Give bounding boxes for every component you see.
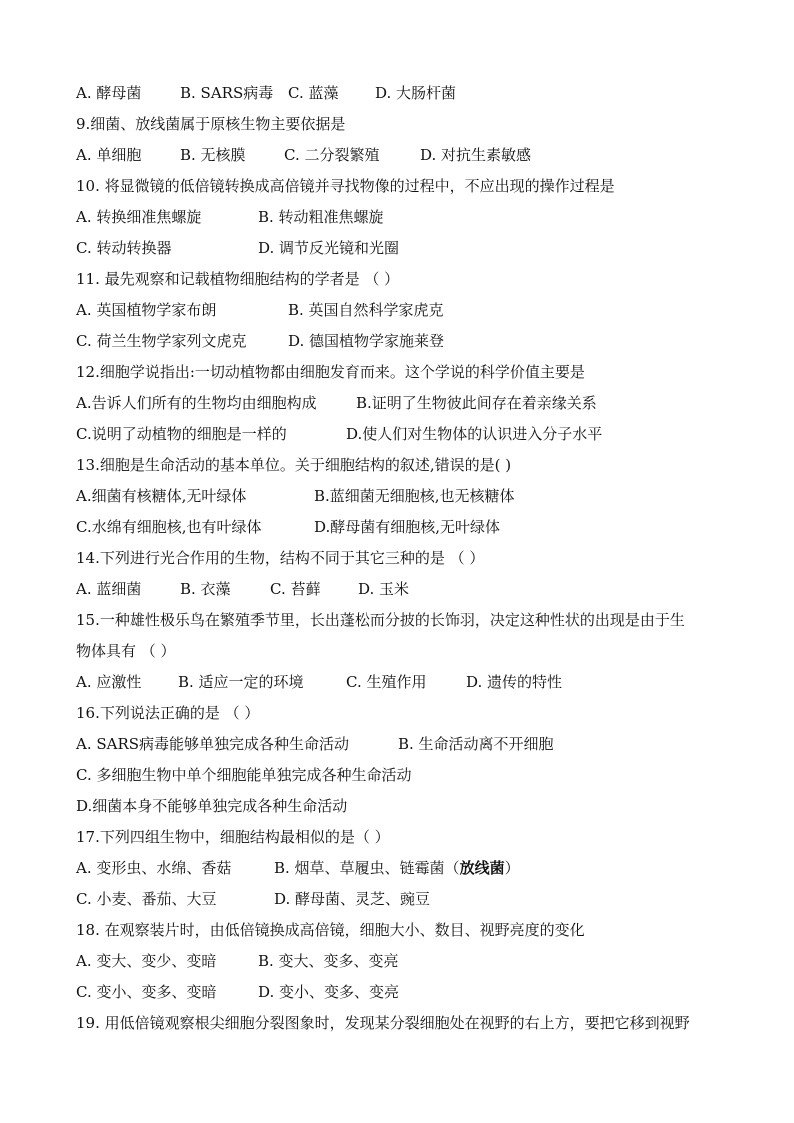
answer-option — [76, 481, 314, 512]
options-line — [76, 667, 756, 698]
answer-option — [398, 729, 554, 760]
answer-option — [356, 388, 597, 419]
answer-option-text: C. 苔藓 — [270, 580, 321, 598]
answer-option-text: D. 遗传的特性 — [466, 673, 563, 691]
answer-option-text: D. 对抗生素敏感 — [420, 146, 532, 164]
answer-option — [270, 574, 358, 605]
answer-option — [180, 78, 288, 109]
answer-option — [258, 233, 399, 264]
answer-option — [76, 667, 178, 698]
answer-option-text: C. 二分裂繁殖 — [284, 146, 380, 164]
answer-option-text: C.说明了动植物的细胞是一样的 — [76, 425, 287, 443]
options-line — [76, 326, 756, 357]
answer-option-text: C. 蓝藻 — [288, 84, 339, 102]
answer-option — [76, 853, 274, 884]
answer-option — [180, 574, 270, 605]
answer-option-text: B. 衣藻 — [180, 580, 231, 598]
answer-option-text: A. SARS病毒能够单独完成各种生命活动 — [76, 735, 350, 753]
answer-option — [288, 78, 375, 109]
answer-option-text: C.水绵有细胞核,也有叶绿体 — [76, 518, 262, 536]
answer-option-text: A. 变形虫、水绵、香菇 — [76, 859, 232, 877]
answer-option — [76, 202, 258, 233]
answer-option — [358, 574, 409, 605]
answer-option-text: B. 生命活动离不开细胞 — [398, 735, 554, 753]
answer-option — [258, 977, 399, 1008]
answer-option-text: C. 荷兰生物学家列文虎克 — [76, 332, 247, 350]
answer-option — [375, 78, 456, 109]
answer-option-text: D.使人们对生物体的认识进入分子水平 — [346, 425, 603, 443]
answer-option — [314, 512, 500, 543]
answer-option — [76, 295, 288, 326]
answer-option-text: C. 小麦、番茄、大豆 — [76, 890, 217, 908]
answer-option-text: C. 转动转换器 — [76, 239, 172, 257]
options-line — [76, 946, 756, 977]
answer-option-text: D. 变小、变多、变亮 — [258, 983, 400, 1001]
options-line — [76, 388, 756, 419]
answer-option — [466, 667, 562, 698]
options-line — [76, 202, 756, 233]
options-line — [76, 884, 756, 915]
options-line — [76, 295, 756, 326]
answer-option — [76, 977, 258, 1008]
answer-option-text: A.细菌有核糖体,无叶绿体 — [76, 487, 247, 505]
question-line: 16.下列说法正确的是 （ ） — [76, 704, 260, 722]
closing-paren: ） — [504, 859, 520, 877]
answer-option — [288, 326, 444, 357]
answer-option — [76, 326, 288, 357]
answer-option — [76, 729, 398, 760]
answer-option — [180, 140, 284, 171]
answer-option — [258, 202, 384, 233]
answer-option — [76, 884, 274, 915]
answer-option — [76, 512, 314, 543]
answer-option — [314, 481, 515, 512]
options-line — [76, 78, 756, 109]
options-line — [76, 233, 756, 264]
answer-option-text: C. 生殖作用 — [346, 673, 427, 691]
answer-option-text: D. 调节反光镜和光圈 — [258, 239, 400, 257]
bold-text: 放线菌 — [459, 859, 505, 877]
answer-option-text: D.酵母菌有细胞核,无叶绿体 — [314, 518, 501, 536]
question-line: 物体具有 （ ） — [76, 642, 176, 660]
answer-option — [76, 388, 356, 419]
question-line: 13.细胞是生命活动的基本单位。关于细胞结构的叙述,错误的是( ) — [76, 456, 512, 474]
options-line — [76, 419, 756, 450]
answer-option — [76, 574, 180, 605]
answer-option-text: B.蓝细菌无细胞核,也无核糖体 — [314, 487, 515, 505]
answer-option — [76, 233, 258, 264]
question-line: 15.一种雄性极乐鸟在繁殖季节里，长出蓬松而分披的长饰羽，决定这种性状的出现是由于生 — [76, 611, 685, 629]
answer-option — [76, 946, 258, 977]
options-line — [76, 574, 756, 605]
answer-option-text: D. 玉米 — [358, 580, 410, 598]
answer-option — [178, 667, 346, 698]
answer-option — [76, 419, 346, 450]
answer-option-text: B.证明了生物彼此间存在着亲缘关系 — [356, 394, 597, 412]
question-line: 19. 用低倍镜观察根尖细胞分裂图象时，发现某分裂细胞处在视野的右上方，要把它移到视野 — [76, 1014, 690, 1032]
question-line: 12.细胞学说指出:一切动植物都由细胞发育而来。这个学说的科学价值主要是 — [76, 363, 585, 381]
answer-option — [258, 946, 399, 977]
answer-option-text: B. 变大、变多、变亮 — [258, 952, 399, 970]
answer-option-text: D. 酵母菌、灵芝、豌豆 — [274, 890, 431, 908]
answer-option-text: B. 英国自然科学家虎克 — [288, 301, 444, 319]
options-line — [76, 977, 756, 1008]
answer-option-text: B. 转动粗准焦螺旋 — [258, 208, 384, 226]
exam-page — [76, 78, 756, 1039]
answer-option — [346, 419, 602, 450]
options-line — [76, 512, 756, 543]
answer-option — [274, 884, 430, 915]
answer-option — [284, 140, 420, 171]
answer-option-text: A. 单细胞 — [76, 146, 142, 164]
answer-option-text: B. 适应一定的环境 — [178, 673, 304, 691]
answer-option-text: A. 应激性 — [76, 673, 142, 691]
answer-option — [288, 295, 444, 326]
options-line — [76, 853, 756, 884]
answer-option-text: B. SARS病毒 — [180, 84, 274, 102]
answer-option-text: A. 蓝细菌 — [76, 580, 142, 598]
answer-option — [76, 140, 180, 171]
answer-option-text: A. 酵母菌 — [76, 84, 142, 102]
question-line: C. 多细胞生物中单个细胞能单独完成各种生命活动 — [76, 766, 412, 784]
question-line: 9.细菌、放线菌属于原核生物主要依据是 — [76, 115, 346, 133]
answer-option-text: A.告诉人们所有的生物均由细胞构成 — [76, 394, 317, 412]
answer-option-text: B. 烟草、草履虫、链霉菌（ — [274, 859, 460, 877]
answer-option-text: D. 德国植物学家施莱登 — [288, 332, 445, 350]
question-line: D.细菌本身不能够单独完成各种生命活动 — [76, 797, 348, 815]
options-line — [76, 729, 756, 760]
options-line — [76, 140, 756, 171]
options-line — [76, 481, 756, 512]
answer-option-text: B. 无核膜 — [180, 146, 246, 164]
answer-option — [76, 78, 180, 109]
answer-option — [420, 140, 531, 171]
question-line: 18. 在观察装片时，由低倍镜换成高倍镜，细胞大小、数目、视野亮度的变化 — [76, 921, 585, 939]
answer-option-text: A. 英国植物学家布朗 — [76, 301, 217, 319]
answer-option — [274, 853, 520, 884]
answer-option — [346, 667, 466, 698]
question-line: 14.下列进行光合作用的生物，结构不同于其它三种的是 （ ） — [76, 549, 485, 567]
question-line: 11. 最先观察和记载植物细胞结构的学者是 （ ） — [76, 270, 400, 288]
answer-option-text: A. 转换细准焦螺旋 — [76, 208, 202, 226]
answer-option-text: C. 变小、变多、变暗 — [76, 983, 217, 1001]
answer-option-text: D. 大肠杆菌 — [375, 84, 457, 102]
question-line: 17.下列四组生物中，细胞结构最相似的是（ ） — [76, 828, 390, 846]
answer-option-text: A. 变大、变少、变暗 — [76, 952, 217, 970]
question-line: 10. 将显微镜的低倍镜转换成高倍镜并寻找物像的过程中，不应出现的操作过程是 — [76, 177, 615, 195]
